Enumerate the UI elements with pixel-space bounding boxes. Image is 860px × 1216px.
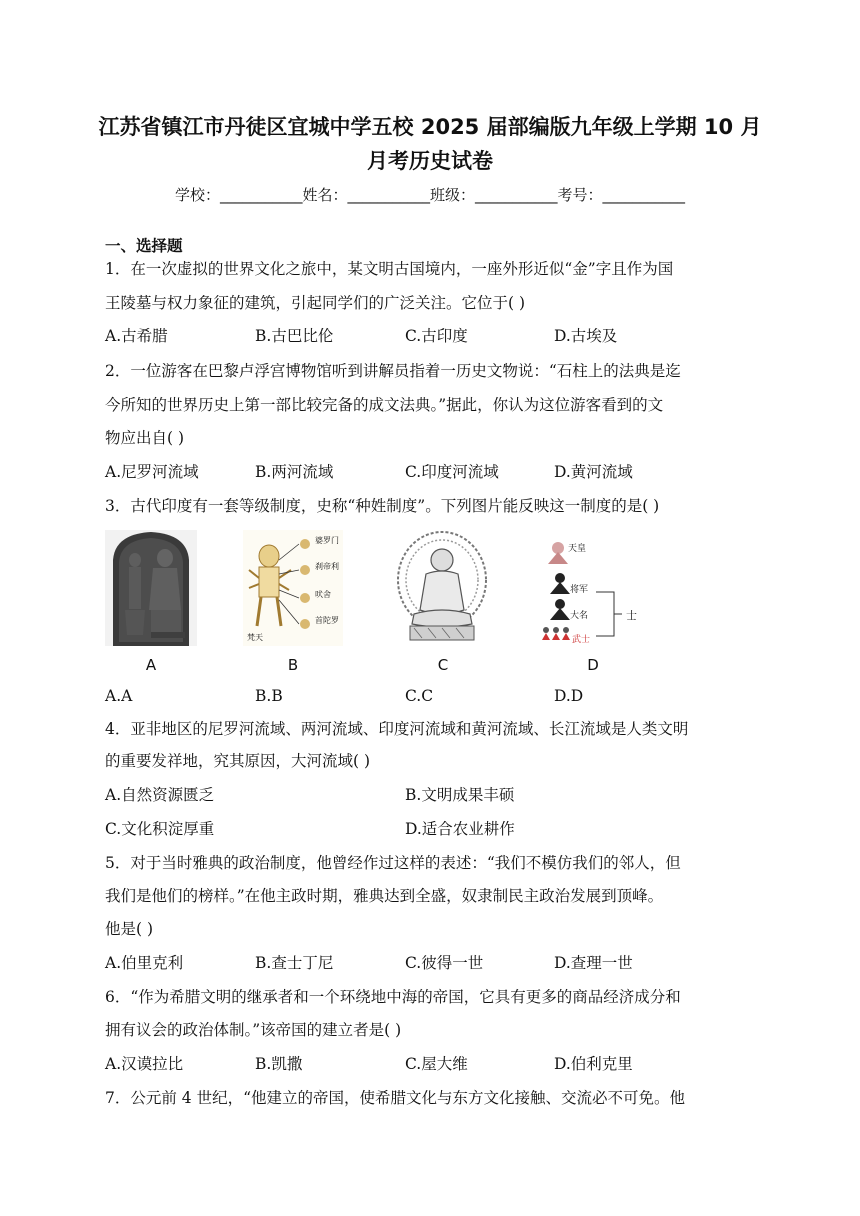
picture-a-stele-image: [105, 530, 197, 646]
picture-b-label: B: [287, 656, 299, 674]
caste-label-shudra: 首陀罗: [315, 616, 339, 625]
q1-stem-line2: 王陵墓与权力象征的建筑，引起同学们的广泛关注。它位于( ): [105, 294, 526, 312]
q1-option-b: B.古巴比伦: [255, 327, 334, 345]
q1-option-c: C.古印度: [405, 327, 468, 345]
caste-label-kshatriya: 刹帝利: [315, 562, 339, 571]
q4-option-d: D.适合农业耕作: [405, 820, 515, 838]
caste-label-brahma: 梵天: [247, 633, 263, 642]
hierarchy-label-shogun: 将军: [570, 585, 589, 595]
student-info-line: 学校：___________姓名：___________班级：___________考号：___________: [174, 186, 685, 204]
q6-stem-line1: 6．“作为希腊文明的继承者和一个环绕地中海的帝国，它具有更多的商品经济成分和: [105, 988, 681, 1006]
q6-stem-line2: 拥有议会的政治体制。”该帝国的建立者是( ): [105, 1021, 402, 1039]
picture-a-label: A: [145, 656, 157, 674]
exam-title-line1: 江苏省镇江市丹徒区宜城中学五校 2025 届部编版九年级上学期 10 月: [98, 115, 762, 139]
caste-label-brahmin: 婆罗门: [315, 536, 339, 545]
q4-stem-line2: 的重要发祥地，究其原因，大河流域( ): [105, 752, 371, 770]
q5-option-d: D.查理一世: [554, 954, 633, 972]
q1-stem-line1: 1．在一次虚拟的世界文化之旅中，某文明古国境内，一座外形近似“金”字且作为国: [105, 260, 674, 278]
q2-stem-line3: 物应出自( ): [105, 429, 185, 447]
q6-option-a: A.汉谟拉比: [105, 1055, 184, 1073]
q6-option-d: D.伯利克里: [554, 1055, 633, 1073]
picture-c-label: C: [437, 656, 449, 674]
q2-option-c: C.印度河流域: [405, 463, 499, 481]
q3-stem-line1: 3．古代印度有一套等级制度，史称“种姓制度”。下列图片能反映这一制度的是( ): [105, 497, 660, 515]
q1-option-a: A.古希腊: [105, 327, 168, 345]
q6-option-c: C.屋大维: [405, 1055, 468, 1073]
q4-option-a: A.自然资源匮乏: [105, 786, 215, 804]
q2-stem-line2: 今所知的世界历史上第一部比较完备的成文法典。”据此，你认为这位游客看到的文: [105, 396, 664, 414]
q7-stem-line1: 7．公元前 4 世纪，“他建立的帝国，使希腊文化与东方文化接触、交流必不可免。他: [105, 1089, 686, 1107]
q3-option-c: C.C: [405, 687, 434, 705]
hierarchy-label-emperor: 天皇: [568, 544, 587, 554]
q4-option-c: C.文化积淀厚重: [105, 820, 215, 838]
caste-label-vaishya: 吠舍: [315, 590, 331, 599]
q1-option-d: D.古埃及: [554, 327, 618, 345]
exam-title-line2: 月考历史试卷: [367, 149, 493, 173]
q5-stem-line2: 我们是他们的榜样。”在他主政时期，雅典达到全盛，奴隶制民主政治发展到顶峰。: [105, 887, 664, 905]
hierarchy-label-daimyo: 大名: [570, 611, 589, 621]
q2-option-b: B.两河流域: [255, 463, 334, 481]
picture-d-label: D: [587, 656, 599, 674]
picture-b-caste-diagram: [243, 530, 343, 646]
q4-option-b: B.文明成果丰硕: [405, 786, 515, 804]
picture-d-hierarchy-diagram: [538, 530, 648, 646]
section-heading-choice: 一、选择题: [105, 237, 183, 255]
q5-option-a: A.伯里克利: [105, 954, 184, 972]
q5-option-b: B.查士丁尼: [255, 954, 334, 972]
q4-stem-line1: 4．亚非地区的尼罗河流域、两河流域、印度河流域和黄河流域、长江流域是人类文明: [105, 720, 689, 738]
q3-option-d: D.D: [554, 687, 584, 705]
picture-c-buddha-image: [392, 530, 492, 646]
hierarchy-label-shi: 士: [626, 609, 637, 622]
q6-option-b: B.凯撒: [255, 1055, 303, 1073]
q5-option-c: C.彼得一世: [405, 954, 484, 972]
hierarchy-label-samurai: 武士: [572, 635, 591, 645]
q5-stem-line1: 5．对于当时雅典的政治制度，他曾经作过这样的表述：“我们不模仿我们的邻人，但: [105, 854, 681, 872]
q5-stem-line3: 他是( ): [105, 920, 154, 938]
q2-option-d: D.黄河流域: [554, 463, 633, 481]
q3-option-b: B.B: [255, 687, 283, 705]
q3-option-a: A.A: [105, 687, 133, 705]
q2-option-a: A.尼罗河流域: [105, 463, 199, 481]
q2-stem-line1: 2．一位游客在巴黎卢浮宫博物馆听到讲解员指着一历史文物说：“石柱上的法典是迄: [105, 362, 681, 380]
